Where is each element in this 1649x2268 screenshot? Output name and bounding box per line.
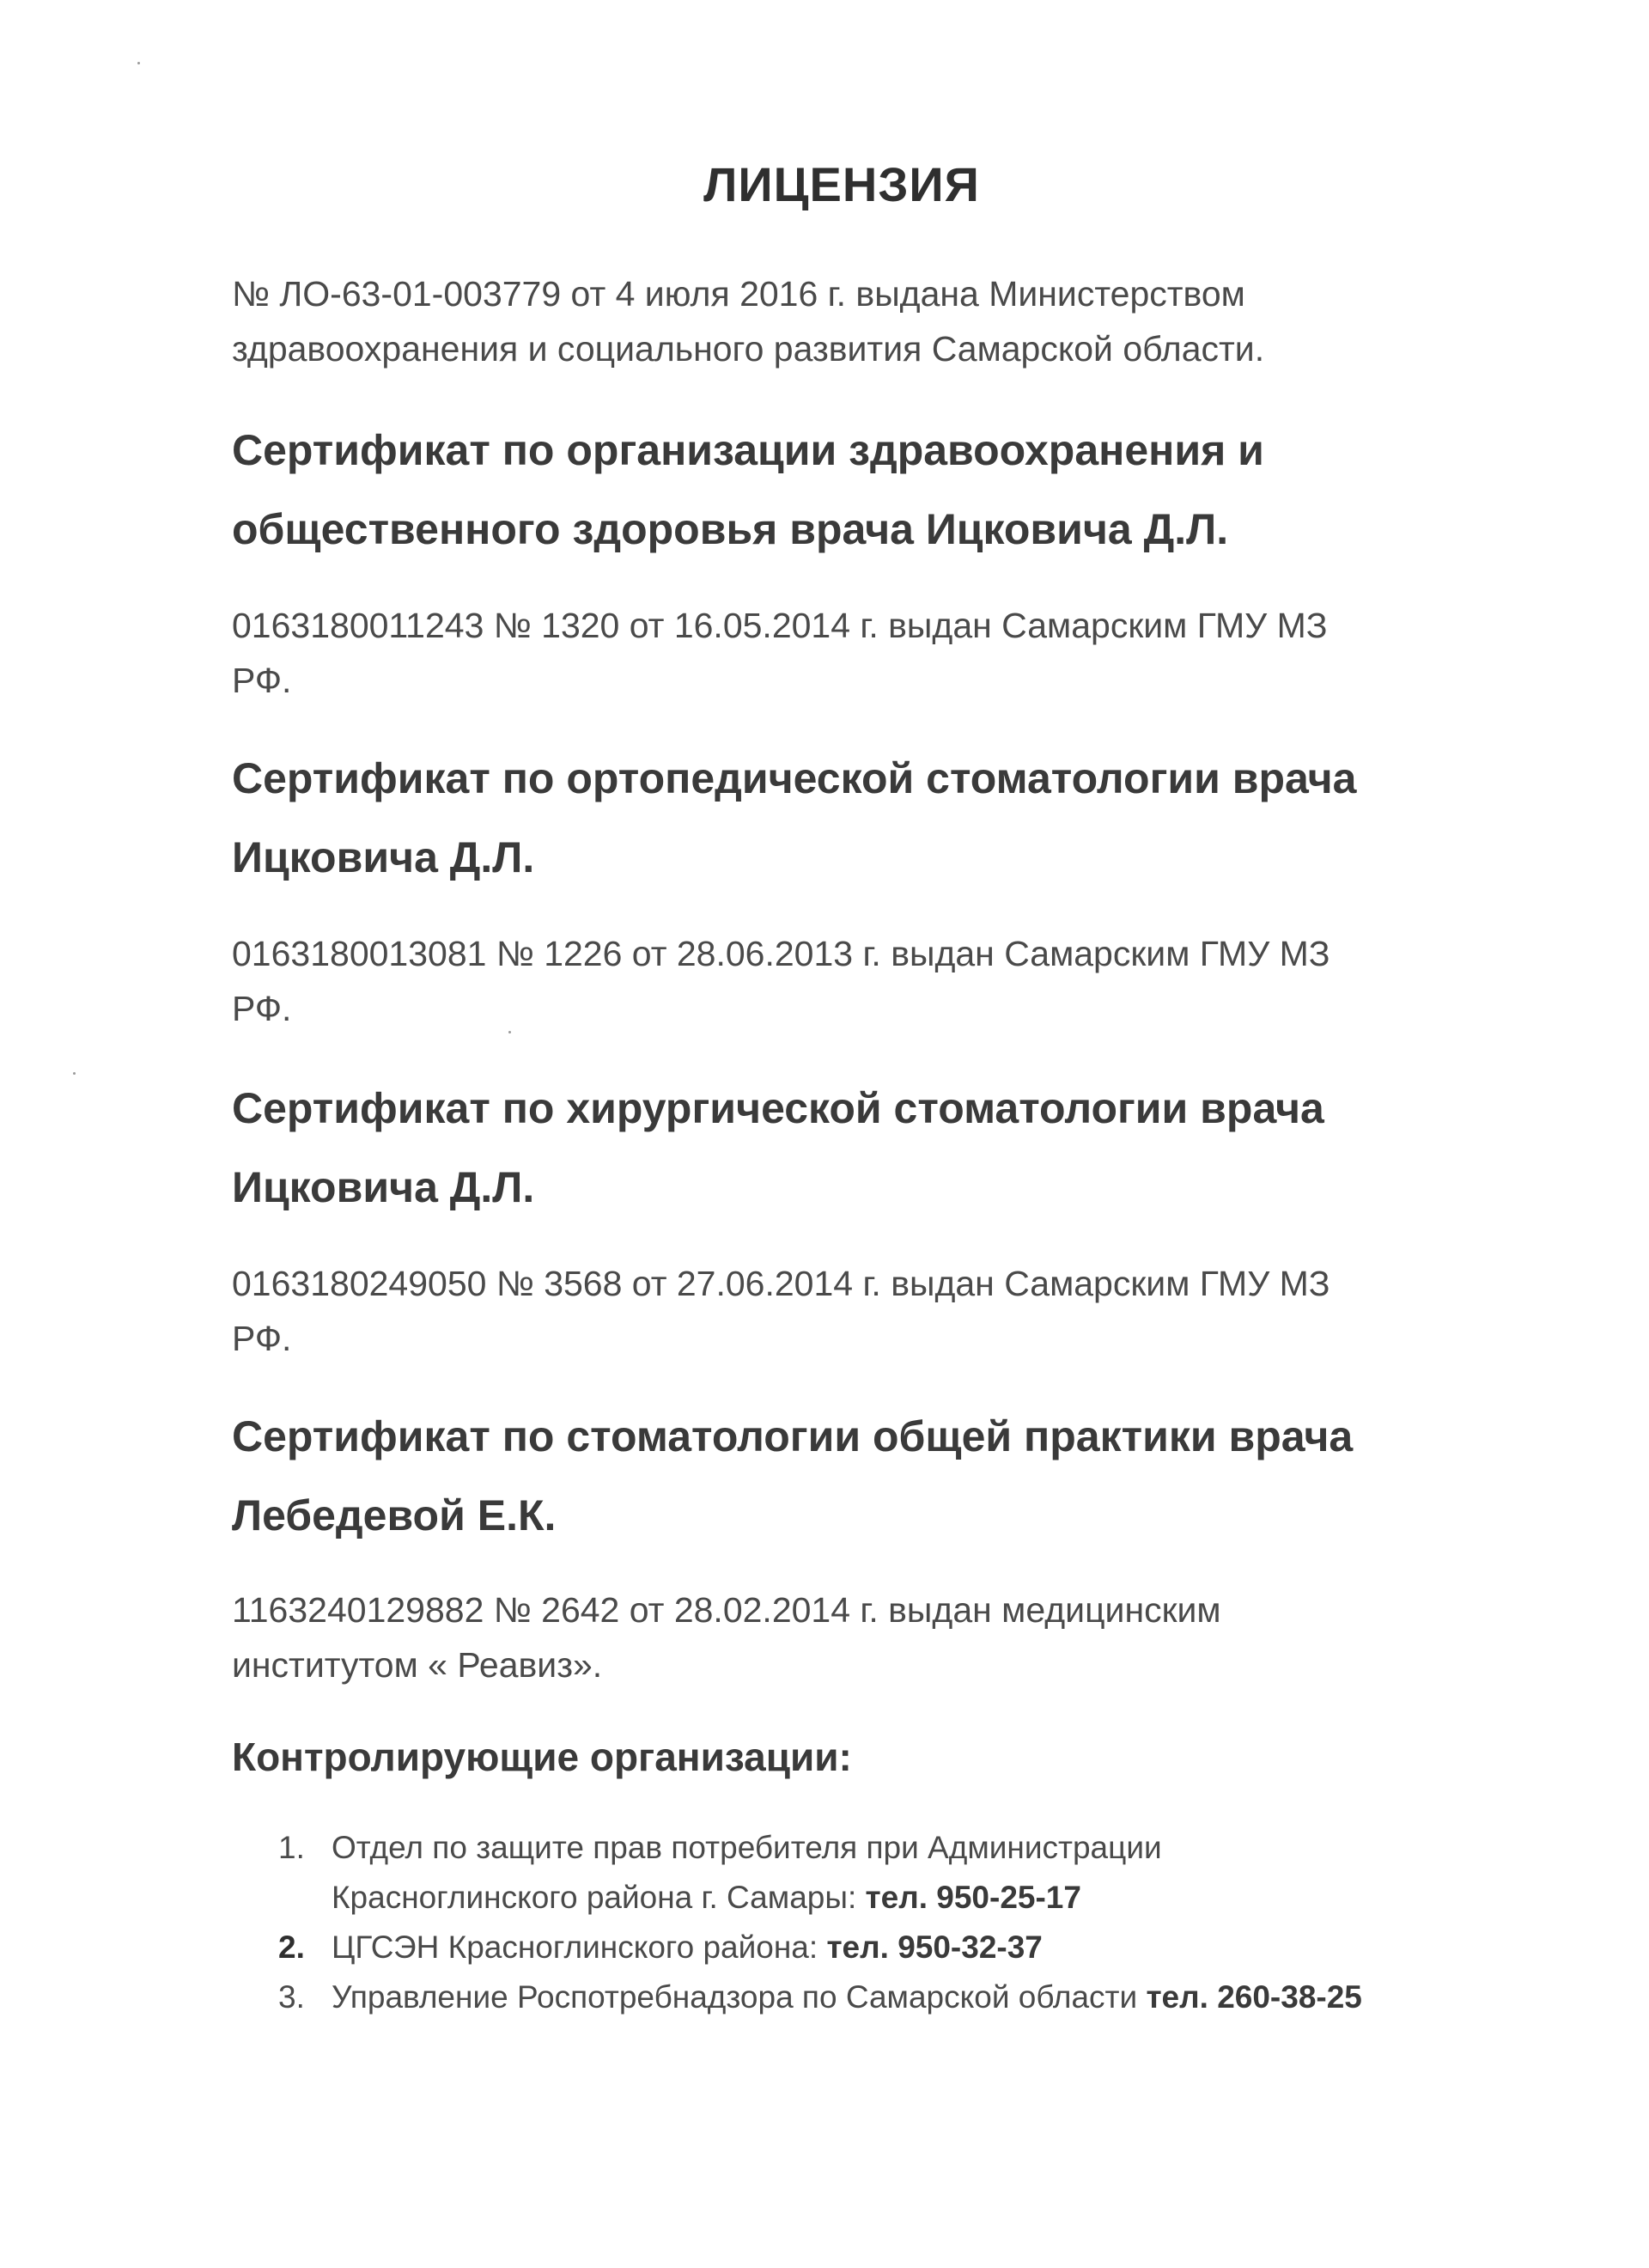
certificate-detail-line: РФ. (232, 1319, 292, 1358)
certificate-heading (232, 411, 1494, 569)
controlling-organizations-heading: Контролирующие организации: (232, 1735, 852, 1779)
organization-entry (332, 1923, 1498, 1972)
certificate-heading (232, 1069, 1494, 1227)
list-item-number: 2. (278, 1930, 305, 1965)
scan-speck (73, 1072, 76, 1075)
phone-number: тел. 950-32-37 (826, 1930, 1043, 1965)
certificate-heading-line: Сертификат по хирургической стоматологии врача (232, 1084, 1324, 1132)
certificate-details (232, 926, 1494, 1036)
certificate-heading-line: Лебедевой Е.К. (232, 1491, 557, 1539)
certificate-detail-line: институтом « Реавиз». (232, 1645, 603, 1685)
certificate-heading-line: Ицковича Д.Л. (232, 833, 535, 881)
certificate-heading-line: Сертификат по ортопедической стоматологии врача (232, 754, 1357, 802)
phone-number: тел. 950-25-17 (865, 1880, 1081, 1915)
organization-name: Управление Роспотребнадзора по Самарской области (332, 1979, 1138, 2015)
certificate-details (232, 1256, 1494, 1366)
scan-speck (508, 1031, 511, 1033)
certificate-heading (232, 739, 1494, 897)
certificate-detail-line: 0163180249050 № 3568 от 27.06.2014 г. выдан Самарским ГМУ МЗ (232, 1264, 1330, 1303)
list-item-number: 3. (278, 1979, 305, 2015)
certificate-details (232, 1582, 1494, 1692)
certificate-heading-line: Сертификат по стоматологии общей практики врача (232, 1412, 1354, 1460)
certificate-detail-line: 0163180013081 № 1226 от 28.06.2013 г. выдан Самарским ГМУ МЗ (232, 934, 1330, 973)
list-item (278, 1972, 1498, 2022)
certificate-detail-line: РФ. (232, 989, 292, 1028)
organization-entry (332, 1972, 1498, 2022)
license-info (232, 266, 1494, 376)
certificate-detail-line: РФ. (232, 661, 292, 700)
license-line: здравоохранения и социального развития Самарской области. (232, 329, 1265, 369)
scan-speck (137, 62, 140, 64)
certificate-heading-line: общественного здоровья врача Ицковича Д.Л. (232, 505, 1229, 553)
organization-name-continued (332, 1873, 1498, 1923)
certificate-details (232, 598, 1494, 708)
organization-name-tail: Красноглинского района г. Самары: (332, 1880, 857, 1915)
certificate-heading-line: Ицковича Д.Л. (232, 1163, 535, 1211)
page-title: ЛИЦЕНЗИЯ (703, 157, 980, 211)
license-line: № ЛО-63-01-003779 от 4 июля 2016 г. выдана Министерством (232, 274, 1245, 314)
certificate-heading-line: Сертификат по организации здравоохранения и (232, 426, 1264, 474)
list-item-number: 1. (278, 1830, 305, 1865)
list-item (278, 1923, 1498, 1972)
certificate-detail-line: 1163240129882 № 2642 от 28.02.2014 г. выдан медицинским (232, 1590, 1221, 1630)
controlling-organizations-list (278, 1823, 1498, 2022)
organization-name: ЦГСЭН Красноглинского района: (332, 1930, 818, 1965)
list-item (278, 1823, 1498, 1923)
certificate-heading (232, 1397, 1494, 1555)
certificate-detail-line: 0163180011243 № 1320 от 16.05.2014 г. выдан Самарским ГМУ МЗ (232, 606, 1328, 645)
organization-name: Отдел по защите прав потребителя при Администрации (332, 1830, 1162, 1865)
phone-number: тел. 260-38-25 (1146, 1979, 1362, 2015)
